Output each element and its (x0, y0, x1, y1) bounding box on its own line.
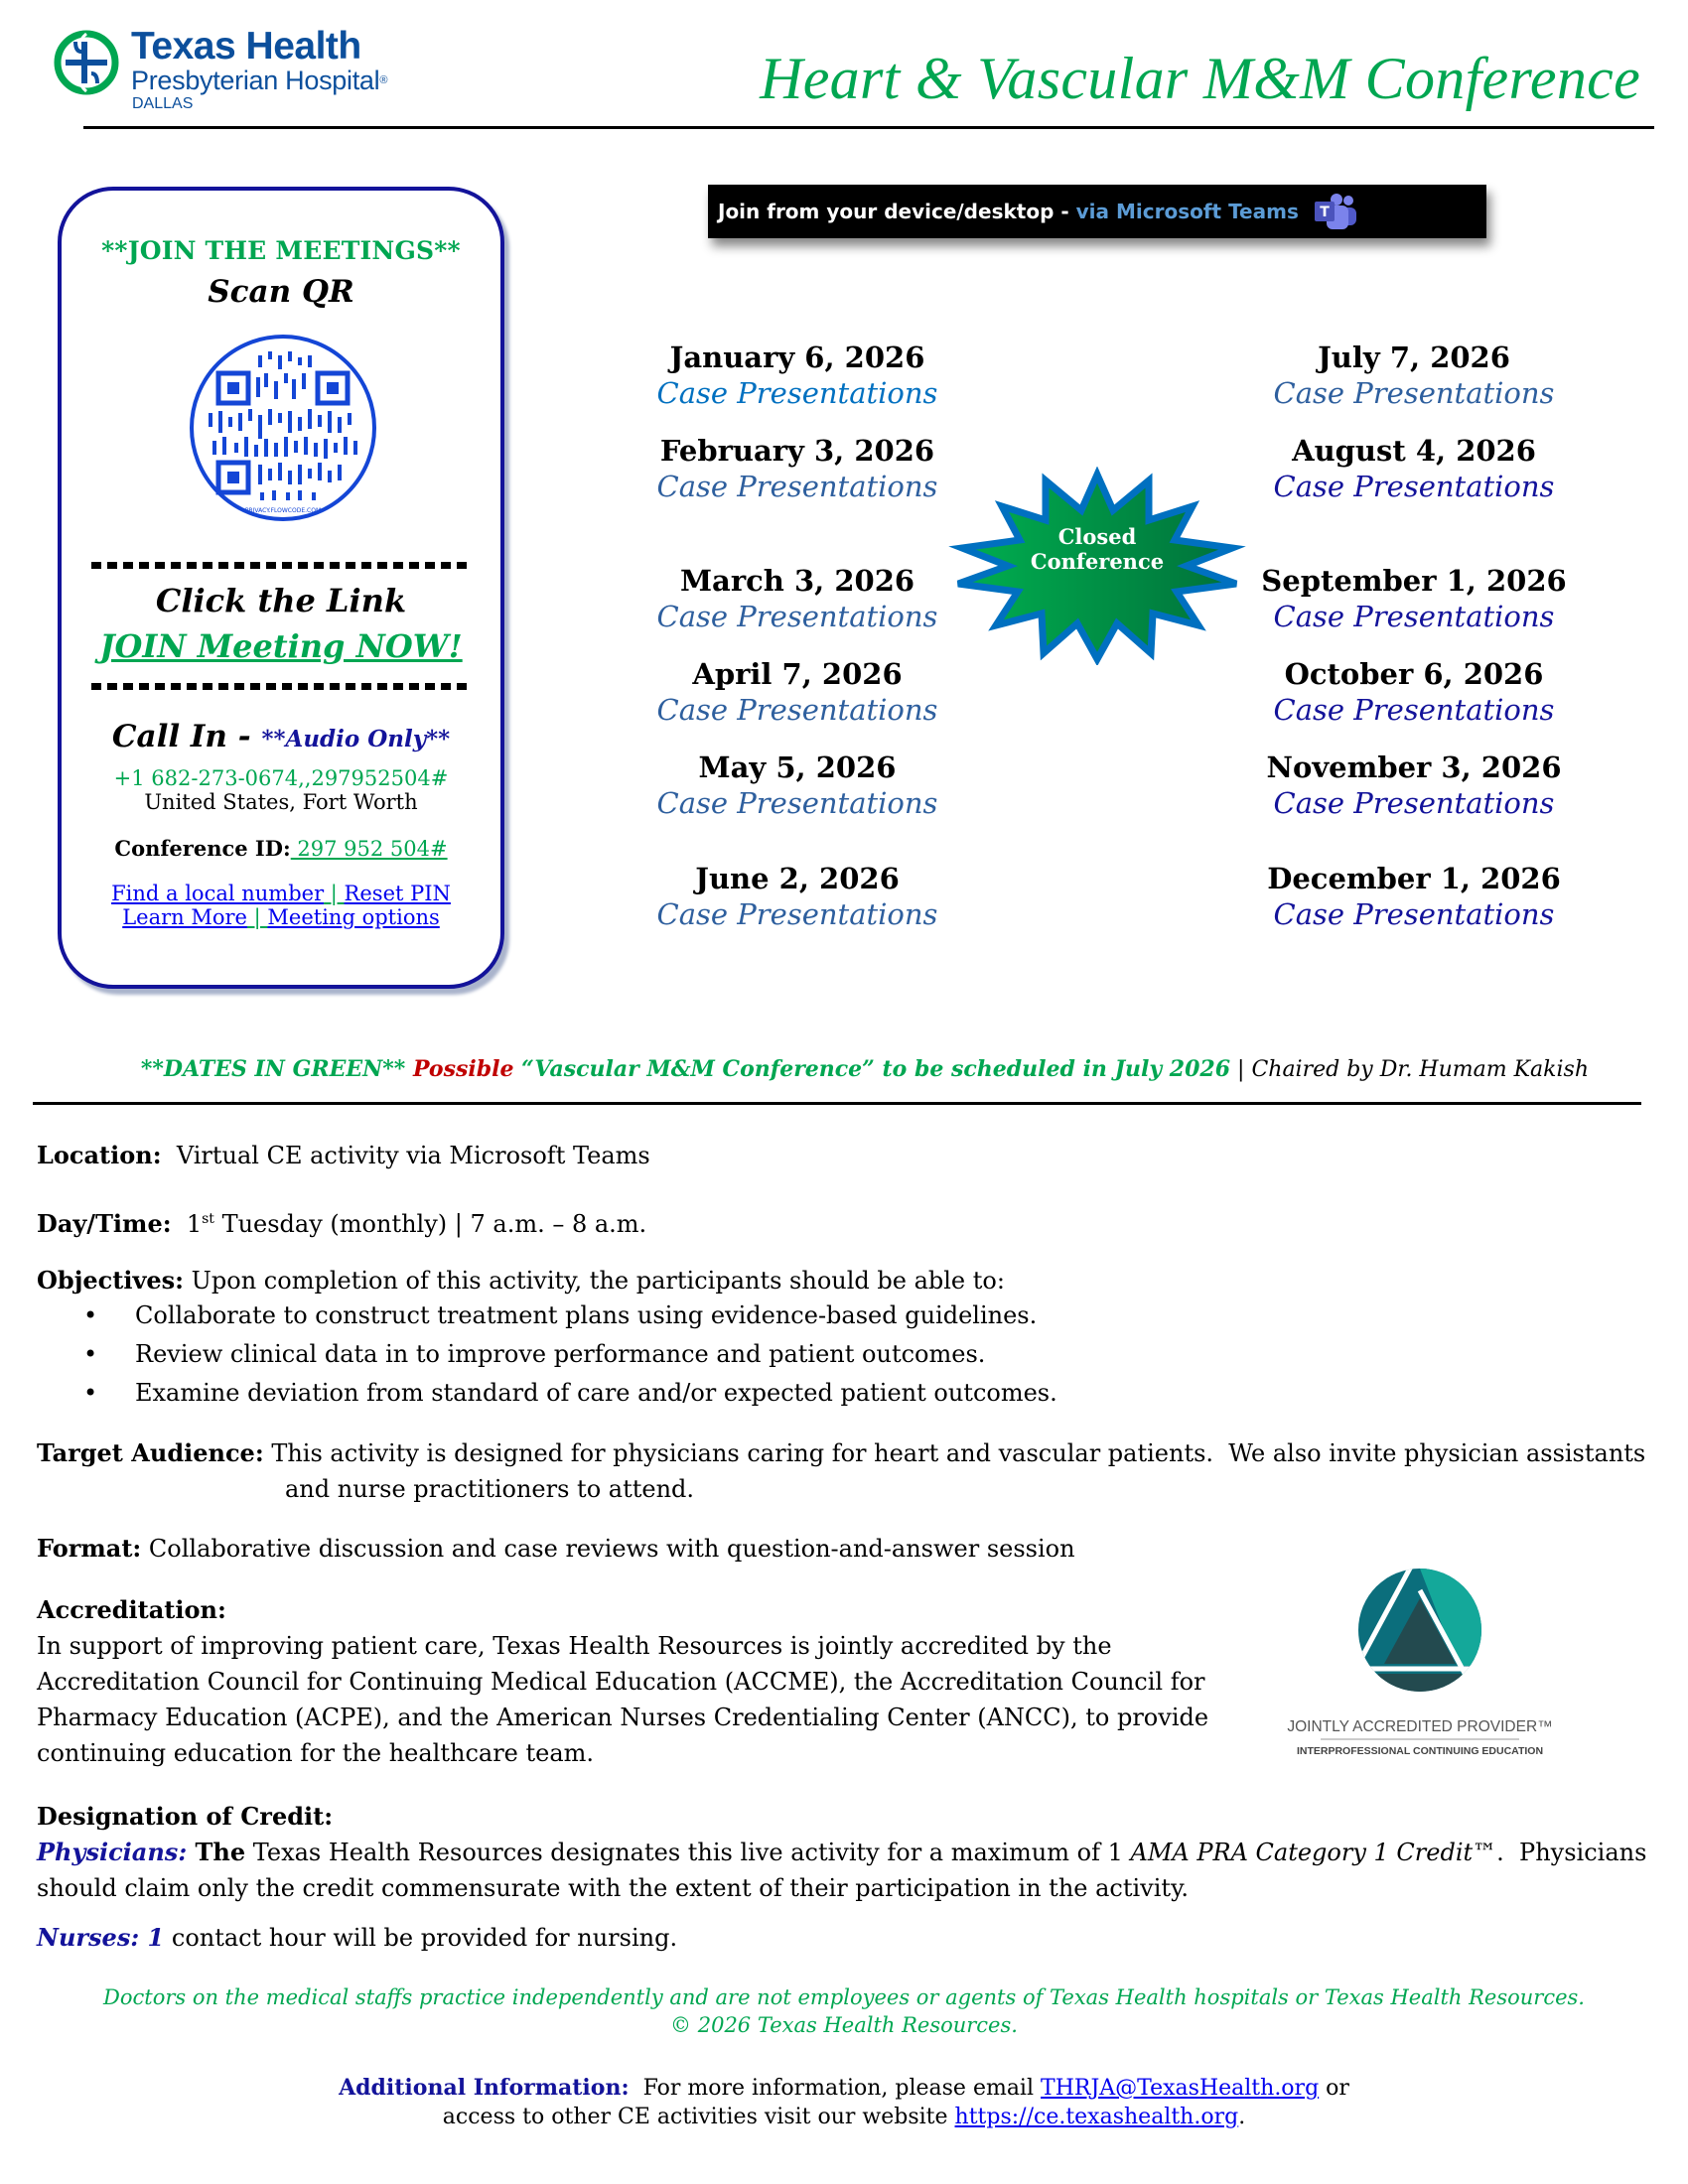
day-time-row: Day/Time: 1st Tuesday (monthly) | 7 a.m. – 8 a.m. (37, 1209, 647, 1238)
dial-in-phone-number[interactable]: +1 682-273-0674,,297952504# (113, 766, 449, 790)
accreditation-text: In support of improving patient care, Texas Health Resources is jointly accredited by the Accreditation Council for Continuing Medical Education (ACCME), the Accreditation Council for Pharmacy Education (ACPE), and the American Nurses Credentialing Center (ANCC), to provide continuing education for the healthcare team. (37, 1632, 1209, 1767)
logo-line3: DALLAS (132, 95, 194, 112)
svg-text:T: T (1320, 205, 1330, 220)
schedule-item: March 3, 2026 Case Presentations (656, 564, 938, 633)
scan-qr-label: Scan QR (208, 274, 354, 310)
page-title: Heart & Vascular M&M Conference (760, 46, 1640, 111)
copyright: © 2026 Texas Health Resources. (670, 2013, 1018, 2037)
objective-item: • Collaborate to construct treatment plans using evidence-based guidelines. (79, 1297, 1057, 1335)
format-row: Format: Collaborative discussion and case reviews with question-and-answer session (37, 1534, 1075, 1563)
qr-code-icon[interactable] (189, 334, 377, 522)
join-meeting-now-link[interactable]: JOIN Meeting NOW! (99, 627, 463, 665)
schedule-item: July 7, 2026 Case Presentations (1273, 341, 1555, 410)
logo-line2: Presbyterian Hospital® (131, 66, 388, 95)
schedule-item: September 1, 2026 Case Presentations (1261, 564, 1567, 633)
schedule-item: June 2, 2026 Case Presentations (656, 862, 938, 931)
additional-info-continued: access to other CE activities visit our website https://ce.texashealth.org. (442, 2105, 1246, 2129)
disclaimer: Doctors on the medical staffs practice independently and are not employees or agents of Texas Health hospitals or Texas Health Resources. (103, 1985, 1585, 2009)
location-row: Location: Virtual CE activity via Microsoft Teams (37, 1141, 650, 1169)
schedule-item: May 5, 2026 Case Presentations (656, 751, 938, 820)
objective-item: • Review clinical data in to improve performance and patient outcomes. (79, 1335, 1057, 1374)
schedule-item: April 7, 2026 Case Presentations (656, 657, 938, 727)
closed-conference-label: Closed Conference (1030, 524, 1165, 574)
schedule-item: January 6, 2026 Case Presentations (656, 341, 938, 410)
texas-health-logo (52, 26, 449, 115)
svg-text:PRIVACY.FLOWCODE.COM: PRIVACY.FLOWCODE.COM (244, 507, 322, 514)
physicians-credit: Physicians: The Texas Health Resources designates this live activity for a maximum of 1 AMA PRA Category 1 Credit™. Physicians (37, 1838, 1647, 1866)
accreditation-heading: Accreditation: (37, 1595, 226, 1624)
learn-more-link[interactable]: Learn More (122, 905, 247, 929)
teams-links-row-2: Learn More | Meeting options (122, 905, 440, 929)
objectives-row: Objectives: Upon completion of this activity, the participants should be able to: (37, 1266, 1005, 1295)
objectives-list (79, 1297, 1057, 1413)
objective-item: • Examine deviation from standard of care and/or expected patient outcomes. (79, 1374, 1057, 1413)
dial-in-location: United States, Fort Worth (144, 790, 418, 814)
header-divider (83, 126, 1654, 129)
dotted-divider (91, 562, 473, 569)
call-in-heading: Call In - **Audio Only** (111, 719, 451, 754)
svg-text:INTERPROFESSIONAL CONTINUING E: INTERPROFESSIONAL CONTINUING EDUCATION (1296, 1745, 1544, 1757)
dotted-divider (91, 683, 473, 690)
section-divider (33, 1102, 1641, 1105)
conference-id-link[interactable]: 297 952 504# (290, 837, 448, 861)
audio-only-label: **Audio Only** (261, 726, 451, 752)
designation-heading: Designation of Credit: (37, 1802, 334, 1831)
click-link-label: Click the Link (155, 582, 407, 619)
join-meetings-heading: **JOIN THE MEETINGS** (101, 236, 461, 265)
teams-links-row-1: Find a local number | Reset PIN (111, 882, 451, 905)
meeting-options-link[interactable]: Meeting options (267, 905, 440, 929)
email-link[interactable]: THRJA@TexasHealth.org (1041, 2076, 1320, 2101)
logo-line1: Texas Health (131, 25, 361, 68)
schedule-item: December 1, 2026 Case Presentations (1267, 862, 1561, 931)
schedule-item: February 3, 2026 Case Presentations (656, 434, 938, 503)
target-audience-continued: and nurse practitioners to attend. (285, 1475, 695, 1503)
texas-health-cross-icon (52, 28, 121, 97)
conference-id: Conference ID: 297 952 504# (114, 836, 448, 861)
additional-info: Additional Information: For more information, please email THRJA@TexasHealth.org or (339, 2075, 1349, 2101)
target-audience-row: Target Audience: This activity is designed for physicians caring for heart and vascular patients. We also invite physician assistants (37, 1438, 1646, 1467)
schedule-item: August 4, 2026 Case Presentations (1273, 434, 1555, 503)
schedule-item: November 3, 2026 Case Presentations (1266, 751, 1562, 820)
dates-notice: **DATES IN GREEN** Possible “Vascular M&M Conference” to be scheduled in July 2026 | Chaired by Dr. Humam Kakish (140, 1056, 1589, 1082)
nurses-credit: Nurses: 1 contact hour will be provided for nursing. (37, 1923, 678, 1952)
join-meeting-panel (58, 187, 504, 989)
svg-text:JOINTLY ACCREDITED PROVIDER™: JOINTLY ACCREDITED PROVIDER™ (1287, 1718, 1553, 1735)
find-local-number-link[interactable]: Find a local number (111, 882, 325, 905)
microsoft-teams-icon (1313, 192, 1358, 231)
schedule-item: October 6, 2026 Case Presentations (1273, 657, 1555, 727)
join-via-teams-banner[interactable]: Join from your device/desktop - via Microsoft Teams T (708, 185, 1486, 238)
jointly-accredited-provider-logo (1281, 1569, 1559, 1767)
website-link[interactable]: https://ce.texashealth.org (954, 2105, 1239, 2129)
reset-pin-link[interactable]: Reset PIN (344, 882, 451, 905)
physicians-credit-continued: should claim only the credit commensurate with the extent of their participation in the activity. (37, 1874, 1190, 1902)
